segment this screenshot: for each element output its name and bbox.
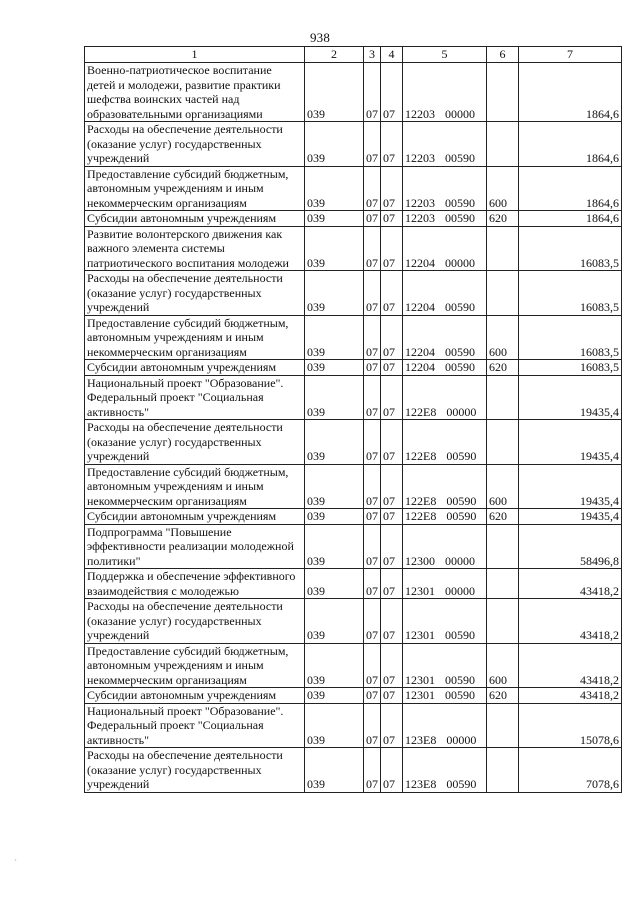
table-row: [85, 63, 622, 122]
cell-ved: 039: [305, 599, 364, 644]
cell-pr: 07: [381, 509, 403, 525]
cell-name: Поддержка и обеспечение эффективного взаимодействия с молодежью: [85, 569, 305, 599]
cell-csr: 122E8 00590: [403, 420, 487, 465]
cell-sum: 58496,8: [519, 524, 622, 569]
cell-rz: 07: [364, 360, 381, 376]
cell-csr: 12204 00590: [403, 360, 487, 376]
cell-name: Расходы на обеспечение деятельности (оказание услуг) государственных учреждений: [85, 599, 305, 644]
table-header-row: [85, 47, 622, 63]
cell-name: Субсидии автономным учреждениям: [85, 360, 305, 376]
cell-vr: 620: [487, 360, 519, 376]
cell-csr: 12203 00590: [403, 122, 487, 167]
table-row: [85, 226, 622, 271]
cell-ved: 039: [305, 226, 364, 271]
cell-sum: 43418,2: [519, 643, 622, 688]
cell-sum: 43418,2: [519, 569, 622, 599]
cell-vr: [487, 271, 519, 316]
cell-sum: 19435,4: [519, 375, 622, 420]
cell-sum: 1864,6: [519, 122, 622, 167]
cell-rz: 07: [364, 211, 381, 227]
cell-sum: 19435,4: [519, 464, 622, 509]
table-row: [85, 599, 622, 644]
scan-mark: `: [14, 858, 17, 868]
cell-csr: 12301 00590: [403, 599, 487, 644]
cell-csr: 12203 00590: [403, 211, 487, 227]
cell-csr: 122E8 00590: [403, 464, 487, 509]
cell-sum: 16083,5: [519, 271, 622, 316]
cell-pr: 07: [381, 360, 403, 376]
cell-name: Расходы на обеспечение деятельности (оказание услуг) государственных учреждений: [85, 748, 305, 793]
cell-name: Развитие волонтерского движения как важного элемента системы патриотического воспитания молодежи: [85, 226, 305, 271]
table-row: [85, 509, 622, 525]
cell-sum: 16083,5: [519, 226, 622, 271]
cell-ved: 039: [305, 166, 364, 211]
cell-rz: 07: [364, 643, 381, 688]
cell-sum: 19435,4: [519, 509, 622, 525]
cell-name: Расходы на обеспечение деятельности (оказание услуг) государственных учреждений: [85, 271, 305, 316]
cell-rz: 07: [364, 464, 381, 509]
cell-ved: 039: [305, 569, 364, 599]
cell-vr: [487, 599, 519, 644]
cell-name: Расходы на обеспечение деятельности (оказание услуг) государственных учреждений: [85, 420, 305, 465]
cell-csr: 12204 00590: [403, 271, 487, 316]
table-row: [85, 122, 622, 167]
table-row: [85, 524, 622, 569]
cell-csr: 12301 00590: [403, 643, 487, 688]
table-row: [85, 271, 622, 316]
cell-pr: 07: [381, 703, 403, 748]
cell-name: Предоставление субсидий бюджетным, автономным учреждениям и иным некоммерческим организациям: [85, 166, 305, 211]
cell-csr: 12204 00000: [403, 226, 487, 271]
cell-ved: 039: [305, 464, 364, 509]
header-cell-ved: 2: [305, 47, 364, 63]
cell-rz: 07: [364, 688, 381, 704]
cell-rz: 07: [364, 271, 381, 316]
cell-name: Предоставление субсидий бюджетным, автономным учреждениям и иным некоммерческим организациям: [85, 315, 305, 360]
cell-pr: 07: [381, 748, 403, 793]
cell-pr: 07: [381, 420, 403, 465]
cell-csr: 12301 00000: [403, 569, 487, 599]
cell-sum: 43418,2: [519, 599, 622, 644]
table-row: [85, 375, 622, 420]
cell-vr: [487, 122, 519, 167]
table-row: [85, 748, 622, 793]
cell-name: Предоставление субсидий бюджетным, автономным учреждениям и иным некоммерческим организациям: [85, 643, 305, 688]
cell-ved: 039: [305, 509, 364, 525]
cell-sum: 16083,5: [519, 360, 622, 376]
cell-vr: [487, 375, 519, 420]
page-number: 938: [309, 30, 331, 45]
cell-ved: 039: [305, 643, 364, 688]
table-row: [85, 703, 622, 748]
cell-pr: 07: [381, 464, 403, 509]
cell-vr: [487, 703, 519, 748]
table-row: [85, 464, 622, 509]
budget-table: [84, 46, 622, 793]
cell-rz: 07: [364, 315, 381, 360]
cell-rz: 07: [364, 166, 381, 211]
cell-ved: 039: [305, 524, 364, 569]
cell-vr: [487, 420, 519, 465]
cell-name: Военно-патриотическое воспитание детей и молодежи, развитие практики шефства воинских частей над образовательными организациями: [85, 63, 305, 122]
header-cell-csr: 5: [403, 47, 487, 63]
cell-pr: 07: [381, 226, 403, 271]
cell-ved: 039: [305, 420, 364, 465]
cell-rz: 07: [364, 599, 381, 644]
cell-sum: 15078,6: [519, 703, 622, 748]
cell-name: Национальный проект "Образование". Федеральный проект "Социальная активность": [85, 703, 305, 748]
cell-sum: 16083,5: [519, 315, 622, 360]
cell-ved: 039: [305, 211, 364, 227]
cell-pr: 07: [381, 122, 403, 167]
cell-name: Предоставление субсидий бюджетным, автономным учреждениям и иным некоммерческим организациям: [85, 464, 305, 509]
cell-vr: [487, 748, 519, 793]
cell-sum: 7078,6: [519, 748, 622, 793]
cell-pr: 07: [381, 599, 403, 644]
table-row: [85, 688, 622, 704]
cell-vr: [487, 226, 519, 271]
cell-name: Субсидии автономным учреждениям: [85, 509, 305, 525]
cell-rz: 07: [364, 524, 381, 569]
table-row: [85, 360, 622, 376]
cell-sum: 19435,4: [519, 420, 622, 465]
cell-rz: 07: [364, 569, 381, 599]
cell-ved: 039: [305, 271, 364, 316]
cell-rz: 07: [364, 703, 381, 748]
cell-sum: 1864,6: [519, 63, 622, 122]
cell-ved: 039: [305, 688, 364, 704]
cell-pr: 07: [381, 63, 403, 122]
cell-pr: 07: [381, 315, 403, 360]
cell-vr: 600: [487, 464, 519, 509]
cell-csr: 122E8 00000: [403, 375, 487, 420]
cell-pr: 07: [381, 166, 403, 211]
cell-name: Субсидии автономным учреждениям: [85, 211, 305, 227]
table-row: [85, 315, 622, 360]
cell-vr: 600: [487, 315, 519, 360]
cell-rz: 07: [364, 63, 381, 122]
table-row: [85, 211, 622, 227]
cell-name: Подпрограмма "Повышение эффективности реализации молодежной политики": [85, 524, 305, 569]
cell-vr: [487, 524, 519, 569]
cell-pr: 07: [381, 211, 403, 227]
cell-rz: 07: [364, 375, 381, 420]
cell-csr: 12204 00590: [403, 315, 487, 360]
cell-rz: 07: [364, 748, 381, 793]
table-row: [85, 420, 622, 465]
cell-csr: 122E8 00590: [403, 509, 487, 525]
header-cell-name: 1: [85, 47, 305, 63]
cell-name: Национальный проект "Образование". Федеральный проект "Социальная активность": [85, 375, 305, 420]
cell-sum: 43418,2: [519, 688, 622, 704]
cell-ved: 039: [305, 703, 364, 748]
cell-csr: 12300 00000: [403, 524, 487, 569]
cell-csr: 123E8 00590: [403, 748, 487, 793]
cell-name: Субсидии автономным учреждениям: [85, 688, 305, 704]
cell-pr: 07: [381, 271, 403, 316]
cell-csr: 12203 00590: [403, 166, 487, 211]
cell-ved: 039: [305, 315, 364, 360]
table-row: [85, 166, 622, 211]
cell-pr: 07: [381, 688, 403, 704]
cell-ved: 039: [305, 375, 364, 420]
cell-pr: 07: [381, 375, 403, 420]
cell-ved: 039: [305, 748, 364, 793]
cell-sum: 1864,6: [519, 166, 622, 211]
cell-vr: [487, 569, 519, 599]
cell-pr: 07: [381, 643, 403, 688]
cell-rz: 07: [364, 122, 381, 167]
cell-name: Расходы на обеспечение деятельности (оказание услуг) государственных учреждений: [85, 122, 305, 167]
cell-vr: 620: [487, 211, 519, 227]
table-row: [85, 569, 622, 599]
cell-pr: 07: [381, 524, 403, 569]
table-row: [85, 643, 622, 688]
header-cell-sum: 7: [519, 47, 622, 63]
header-cell-vr: 6: [487, 47, 519, 63]
cell-ved: 039: [305, 63, 364, 122]
cell-vr: 600: [487, 166, 519, 211]
cell-vr: 620: [487, 509, 519, 525]
cell-csr: 12301 00590: [403, 688, 487, 704]
cell-vr: 600: [487, 643, 519, 688]
cell-sum: 1864,6: [519, 211, 622, 227]
cell-csr: 12203 00000: [403, 63, 487, 122]
cell-pr: 07: [381, 569, 403, 599]
cell-ved: 039: [305, 122, 364, 167]
cell-rz: 07: [364, 509, 381, 525]
cell-ved: 039: [305, 360, 364, 376]
cell-csr: 123E8 00000: [403, 703, 487, 748]
cell-vr: 620: [487, 688, 519, 704]
cell-vr: [487, 63, 519, 122]
header-cell-pr: 4: [381, 47, 403, 63]
cell-rz: 07: [364, 226, 381, 271]
cell-rz: 07: [364, 420, 381, 465]
header-cell-rz: 3: [364, 47, 381, 63]
